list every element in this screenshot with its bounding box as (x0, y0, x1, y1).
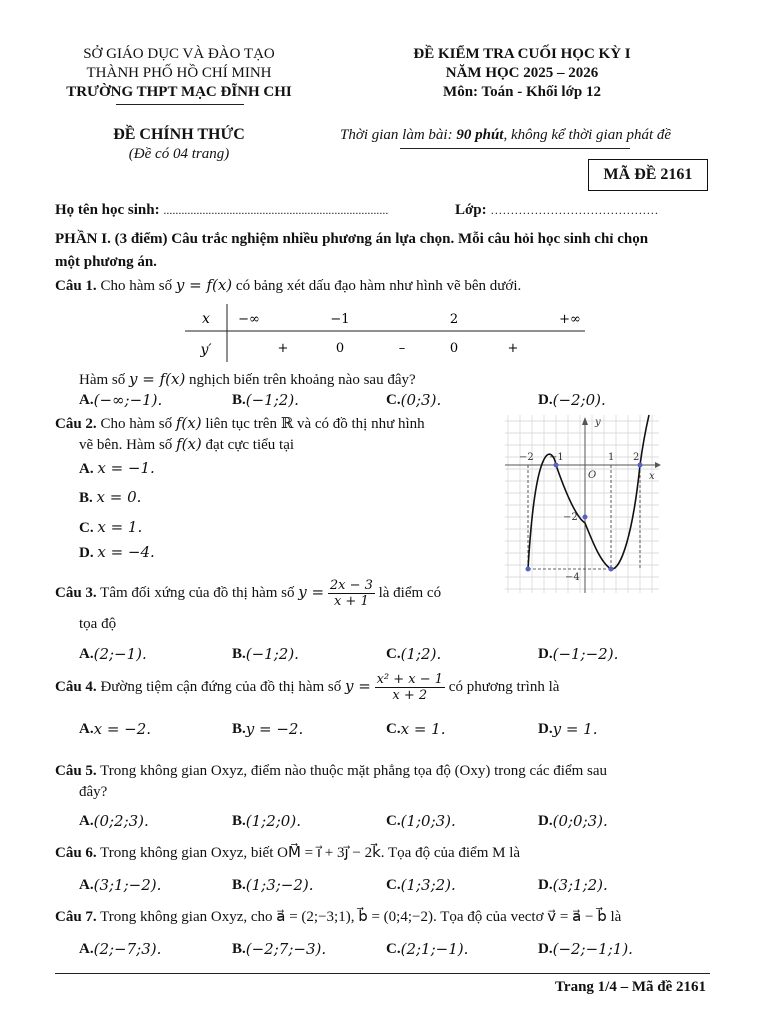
x-tick-label: 2 (633, 452, 640, 463)
name-blank: ........................................................................... (163, 203, 389, 217)
q1-answers (0, 391, 768, 411)
q3-option-b[interactable]: B. (−1;2). (232, 645, 299, 663)
q3-option-a[interactable]: A. (2;−1). (79, 645, 147, 663)
official-label: ĐỀ CHÍNH THỨC (113, 126, 245, 143)
q1-ask: Hàm số y = f(x) nghịch biến trên khoảng nào sau đây? (79, 370, 416, 388)
header-left (40, 45, 318, 102)
q6-answers (0, 876, 768, 896)
q3-option-d[interactable]: D. (−1;−2). (538, 645, 619, 663)
table-x-label: x (202, 311, 210, 327)
city-name: THÀNH PHỐ HỒ CHÍ MINH (86, 65, 272, 81)
x-tick-label: 1 (608, 452, 615, 463)
q7-option-a[interactable]: A. (2;−7;3). (79, 940, 162, 958)
q5-answers (0, 812, 768, 832)
q7-option-c[interactable]: C. (2;1;−1). (386, 940, 469, 958)
q3-fraction: $\frac{2x - 3}{x + 1}$ (329, 578, 373, 609)
q2-option-d[interactable]: D. x = −4. (79, 543, 155, 561)
y-tick-label: −2 (563, 512, 578, 523)
header-right (372, 45, 672, 102)
exam-title: ĐỀ KIỂM TRA CUỐI HỌC KỲ I (413, 46, 631, 62)
part1-title: PHẦN I. (3 điểm) Câu trắc nghiệm nhiều phương án lựa chọn. Mỗi câu hỏi học sinh chỉ chọn (55, 231, 649, 247)
q4-option-b[interactable]: B. y = −2. (232, 720, 304, 738)
q5-option-d[interactable]: D. (0;0;3). (538, 812, 608, 830)
q3-option-c[interactable]: C. (1;2). (386, 645, 442, 663)
class-blank: …………………………………… (490, 203, 659, 217)
q5-option-c[interactable]: C. (1;0;3). (386, 812, 456, 830)
q7-answers (0, 940, 768, 960)
page-count: (Đề có 04 trang) (128, 146, 230, 162)
q4-answers (0, 720, 768, 740)
table-yprime-label: y′ (200, 342, 212, 358)
part1-title-2: một phương án. (55, 254, 157, 270)
q6-text: Câu 6. Trong không gian Oxyz, biết OM⃗ = i⃗ + 3j⃗ − 2k⃗. Tọa độ của điểm M là (55, 845, 521, 861)
q1-option-a[interactable]: A. (−∞;−1). (79, 391, 163, 409)
q3-text-2: tọa độ (79, 616, 117, 632)
table-sign: – (398, 341, 406, 356)
school-underline (116, 104, 244, 105)
q1-option-b[interactable]: B. (−1;2). (232, 391, 299, 409)
x-tick-label: −2 (519, 452, 534, 463)
q7-option-b[interactable]: B. (−2;7;−3). (232, 940, 327, 958)
table-sign: + (507, 341, 519, 356)
page-footer: Trang 1/4 – Mã đề 2161 (555, 979, 706, 995)
q7-option-d[interactable]: D. (−2;−1;1). (538, 940, 633, 958)
time-limit: Thời gian làm bài: 90 phút, không kể thời gian phát đề (340, 127, 672, 143)
q1-option-c[interactable]: C. (0;3). (386, 391, 442, 409)
q4-option-c[interactable]: C. x = 1. (386, 720, 446, 738)
table-x-value: +∞ (559, 312, 581, 327)
school-name: TRƯỜNG THPT MẠC ĐĨNH CHI (66, 84, 292, 100)
y-axis-label: y (595, 417, 601, 428)
q2-option-c[interactable]: C. x = 1. (79, 518, 143, 536)
q5-option-a[interactable]: A. (0;2;3). (79, 812, 149, 830)
student-class-row: Lớp: …………………………………… (455, 202, 659, 218)
q2-option-b[interactable]: B. x = 0. (79, 488, 142, 506)
q4-fraction: $\frac{\text{x² + x − 1}}{x + 2}$ (376, 672, 444, 703)
department-name: SỞ GIÁO DỤC VÀ ĐÀO TẠO (83, 46, 275, 62)
table-sign: + (277, 341, 289, 356)
table-sign: 0 (449, 341, 459, 356)
q6-option-b[interactable]: B. (1;3;−2). (232, 876, 314, 894)
q1-text: Câu 1. Cho hàm số y = f(x) có bảng xét dấu đạo hàm như hình vẽ bên dưới. (55, 276, 522, 294)
footer-rule (55, 973, 710, 974)
q2-text-2: vẽ bên. Hàm số f(x) đạt cực tiểu tại (79, 435, 295, 453)
table-x-value: −1 (330, 312, 350, 327)
function-curve (528, 415, 649, 569)
q4-option-d[interactable]: D. y = 1. (538, 720, 598, 738)
q3-text: Câu 3. Tâm đối xứng của đồ thị hàm số y = $\frac{2x - 3}{x + 1}$ là điểm có (55, 578, 442, 609)
q1-option-d[interactable]: D. (−2;0). (538, 391, 606, 409)
time-underline (400, 148, 630, 149)
q6-option-a[interactable]: A. (3;1;−2). (79, 876, 162, 894)
subject: Môn: Toán - Khối lớp 12 (443, 84, 601, 100)
q4-text: Câu 4. Đường tiệm cận đứng của đồ thị hàm số y = $\frac{\text{x² + x − 1}}{x + 2}$ có phương trình là (55, 672, 560, 703)
q1-sign-table (180, 300, 590, 366)
exam-code-box: MÃ ĐỀ 2161 (588, 159, 708, 191)
q7-text: Câu 7. Trong không gian Oxyz, cho a⃗ = (2;−3;1), b⃗ = (0;4;−2). Tọa độ của vectơ v⃗ = a⃗ − b⃗ là (55, 909, 622, 925)
origin-label: O (588, 470, 597, 481)
q6-option-c[interactable]: C. (1;3;2). (386, 876, 456, 894)
q4-option-a[interactable]: A. x = −2. (79, 720, 152, 738)
table-sign: 0 (335, 341, 345, 356)
y-tick-label: −4 (565, 572, 580, 583)
table-x-value: 2 (449, 312, 459, 327)
school-year: NĂM HỌC 2025 – 2026 (445, 65, 599, 81)
q2-text: Câu 2. Cho hàm số f(x) liên tục trên ℝ và có đồ thị như hình (55, 414, 425, 432)
q5-text: Câu 5. Trong không gian Oxyz, điểm nào thuộc mặt phẳng tọa độ (Oxy) trong các điểm sau (55, 763, 608, 779)
table-x-value: −∞ (238, 312, 260, 327)
q6-option-d[interactable]: D. (3;1;2). (538, 876, 608, 894)
q2-function-graph (503, 413, 663, 595)
q5-text-2: đây? (79, 784, 108, 800)
x-axis-label: x (649, 471, 655, 482)
q2-option-a[interactable]: A. x = −1. (79, 459, 155, 477)
q5-option-b[interactable]: B. (1;2;0). (232, 812, 301, 830)
x-tick-label: −1 (549, 452, 564, 463)
student-name-row: Họ tên học sinh: ........................................................................... (55, 202, 389, 218)
q3-answers (0, 645, 768, 665)
